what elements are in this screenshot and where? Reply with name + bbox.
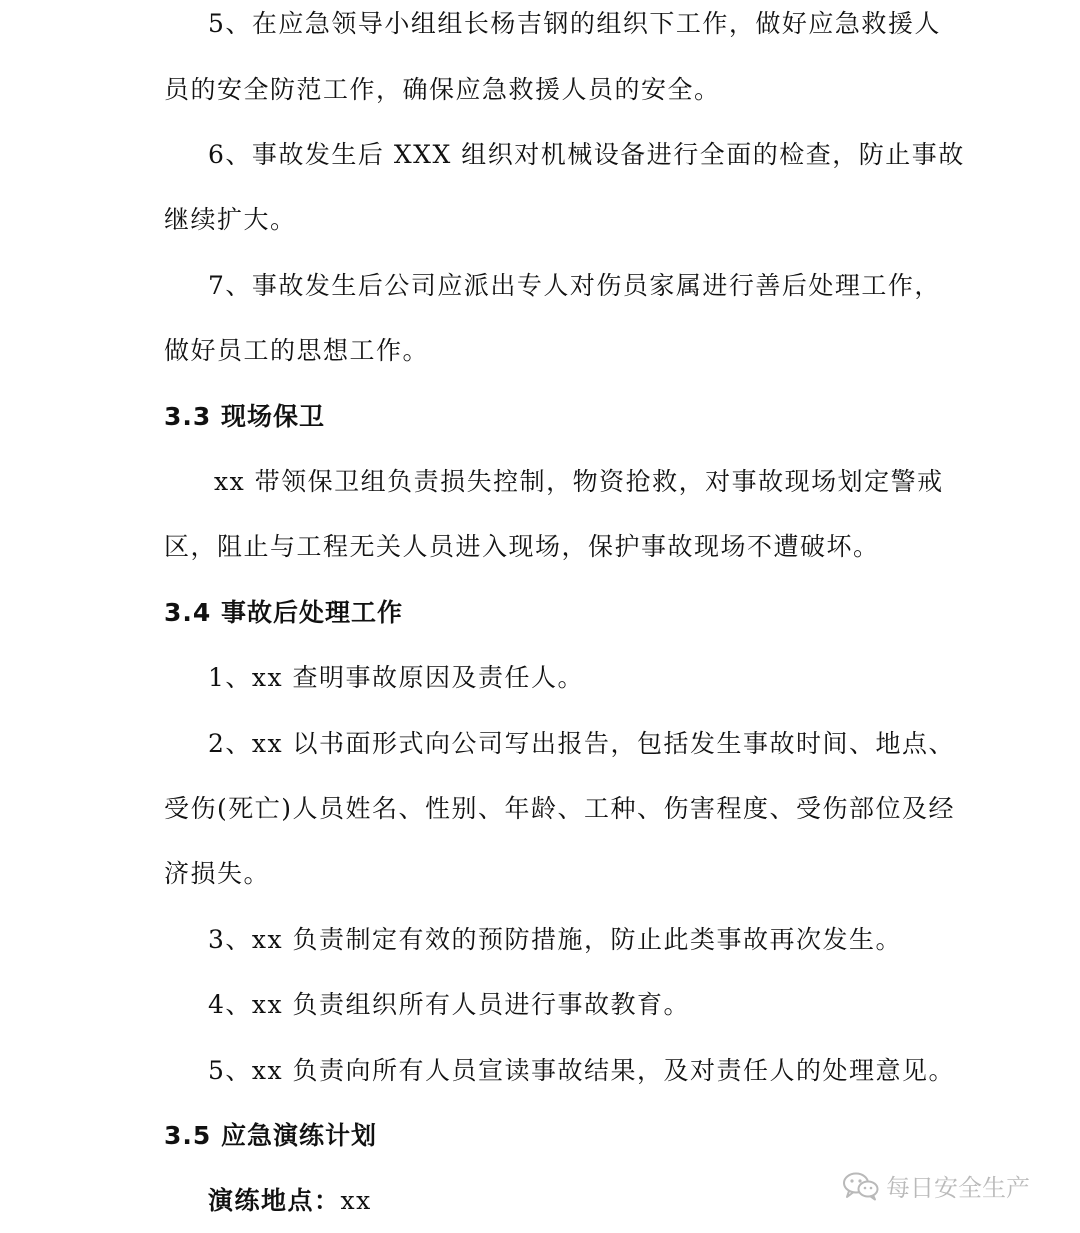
list-item: 3、xx 负责制定有效的预防措施，防止此类事故再次发生。 — [208, 925, 903, 954]
list-item: 4、xx 负责组织所有人员进行事故教育。 — [208, 990, 691, 1019]
paragraph-line: 做好员工的思想工作。 — [164, 336, 430, 365]
paragraph-line: 受伤(死亡)人员姓名、性别、年龄、工种、伤害程度、受伤部位及经 — [164, 794, 956, 823]
section-heading: 3.5 应急演练计划 — [164, 1121, 377, 1150]
section-heading: 3.3 现场保卫 — [164, 402, 325, 431]
paragraph-line: 员的安全防范工作，确保应急救援人员的安全。 — [164, 75, 721, 104]
paragraph-line: 济损失。 — [164, 859, 271, 888]
drill-location-value: xx — [340, 1186, 372, 1215]
list-item: 5、xx 负责向所有人员宣读事故结果，及对责任人的处理意见。 — [208, 1056, 956, 1085]
watermark — [842, 1168, 1030, 1203]
list-item: 1、xx 查明事故原因及责任人。 — [208, 663, 585, 692]
wechat-icon — [842, 1171, 880, 1201]
paragraph-line: 7、事故发生后公司应派出专人对伤员家属进行善后处理工作， — [208, 271, 941, 300]
drill-location-label: 演练地点： — [208, 1186, 341, 1215]
watermark-text: 每日安全生产 — [886, 1174, 1030, 1202]
section-heading: 3.4 事故后处理工作 — [164, 598, 403, 627]
paragraph-line: 区，阻止与工程无关人员进入现场，保护事故现场不遭破坏。 — [164, 532, 880, 561]
paragraph-line: 6、事故发生后 XXX 组织对机械设备进行全面的检查，防止事故 — [208, 140, 965, 169]
paragraph-line: 继续扩大。 — [164, 205, 297, 234]
paragraph-line: 5、在应急领导小组组长杨吉钢的组织下工作，做好应急救援人 — [208, 9, 941, 38]
paragraph-line: xx 带领保卫组负责损失控制，物资抢救，对事故现场划定警戒 — [214, 467, 944, 496]
drill-location-line — [208, 1184, 372, 1218]
list-item: 2、xx 以书面形式向公司写出报告，包括发生事故时间、地点、 — [208, 729, 956, 758]
